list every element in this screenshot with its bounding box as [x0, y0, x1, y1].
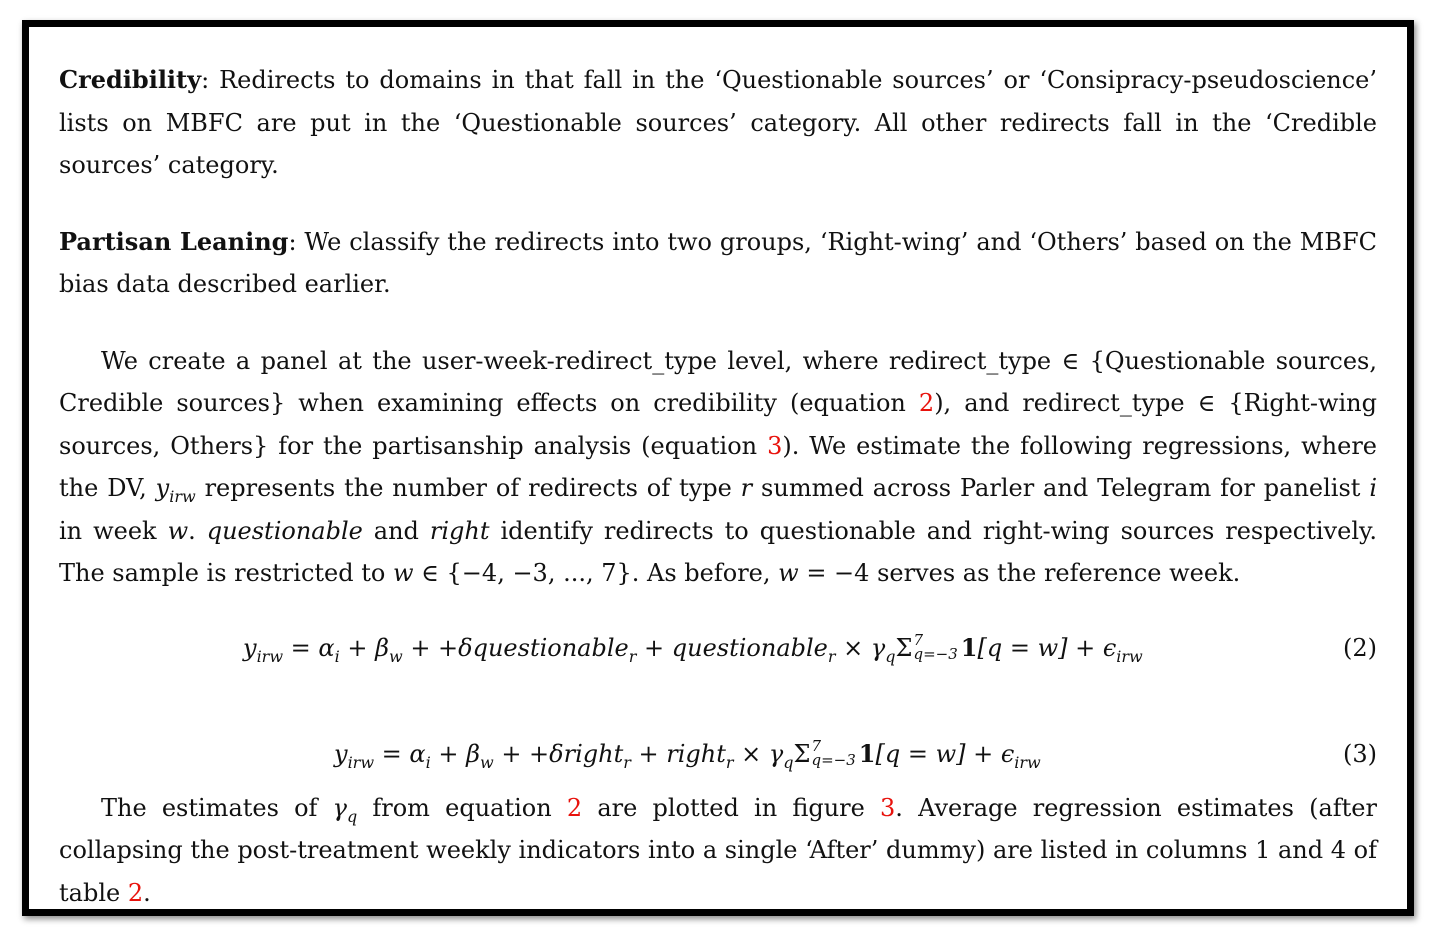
- panel-text-1: We create a panel at the user-week-redirect_type level, where redirect_type ∈ {Questionable sources, Credible sources} when examining effects on credibility (equation: [59, 346, 1377, 417]
- credibility-term: Credibility: [59, 65, 202, 94]
- equation-3-number: (3): [1343, 739, 1377, 768]
- equation-3-link[interactable]: 3: [767, 431, 783, 460]
- closing-text-5: .: [143, 878, 151, 907]
- panel-text-11: = −4 serves as the reference week.: [798, 559, 1241, 587]
- panel-text-10: ∈ {−4, −3, ..., 7}. As before,: [413, 559, 779, 587]
- gamma-symbol: $\gamma_q$: [332, 793, 358, 826]
- table-2-link[interactable]: 2: [127, 878, 144, 907]
- closing-text-4: . Average regression estimates (after collapsing the post-treatment weekly indicators into a single ‘After’ dummy) are listed in columns 1 and 4 of table: [59, 793, 1377, 907]
- closing-paragraph: [59, 787, 1377, 915]
- closing-text-2: from equation: [357, 793, 567, 822]
- partisan-leaning-paragraph: [59, 221, 1377, 306]
- panel-text-5: summed across Parler and Telegram for panelist: [752, 474, 1370, 502]
- panel-paragraph: [59, 340, 1377, 595]
- panel-text-6: in week: [59, 516, 168, 545]
- questionable-term: questionable: [206, 516, 363, 545]
- equation-3-body: $y_{irw} = \alpha_i + \beta_w$ + +δright$_r$ + right$_r$ × $\gamma_q\Sigma$ 7 q=−3 $1[q = w] + \epsilon_{irw}$: [334, 737, 1041, 772]
- credibility-text: : Redirects to domains in that fall in the ‘Questionable sources’ or ‘Consipracy-pseudoscience’ lists on MBFC are put in the ‘Questionable sources’ category. All other redirects fall in the ‘Credible sources’ category.: [59, 66, 1377, 179]
- partisan-leaning-term: Partisan Leaning: [59, 226, 289, 256]
- dv-symbol: $y_{irw}$: [155, 474, 196, 506]
- equation-2: [59, 619, 1377, 679]
- equation-2-link[interactable]: 2: [918, 389, 935, 417]
- equation-2-link-2[interactable]: 2: [566, 793, 583, 822]
- equation-2-body: $y_{irw} = \alpha_i + \beta_w$ + +δquestionable$_r$ + questionable$_r$ × $\gamma_q\Sigma$ 7 q=−3 $1[q = w] + \epsilon_{irw}$: [243, 631, 1143, 666]
- closing-text-1: The estimates of: [101, 793, 333, 822]
- panel-text-9: identify redirects to questionable and right-wing sources respectively. The sample is restricted to: [59, 516, 1377, 587]
- paper-body: [59, 59, 1377, 914]
- credibility-paragraph: [59, 59, 1377, 187]
- closing-text-3: are plotted in figure: [582, 793, 881, 822]
- week-symbol-3: w: [778, 559, 799, 587]
- panel-text-3: ). We estimate the following regressions, where the DV,: [59, 431, 1377, 502]
- framed-excerpt: [22, 20, 1414, 916]
- partisan-leaning-text: : We classify the redirects into two groups, ‘Right-wing’ and ‘Others’ based on the MBFC bias data described earlier.: [59, 227, 1377, 298]
- panel-text-8: and: [362, 516, 430, 545]
- week-symbol: w: [167, 516, 189, 545]
- equation-2-number: (2): [1343, 633, 1377, 662]
- figure-3-link[interactable]: 3: [880, 793, 896, 822]
- panel-text-4: represents the number of redirects of type: [195, 474, 741, 502]
- panelist-symbol: i: [1369, 474, 1377, 502]
- equation-3: [59, 725, 1377, 785]
- panel-text-2: ), and redirect_type ∈ {Right-wing sources, Others} for the partisanship analysis (equation: [59, 389, 1378, 460]
- week-symbol-2: w: [392, 559, 414, 587]
- right-term: right: [429, 516, 490, 545]
- panel-text-7: .: [188, 516, 207, 545]
- type-symbol: r: [740, 474, 753, 502]
